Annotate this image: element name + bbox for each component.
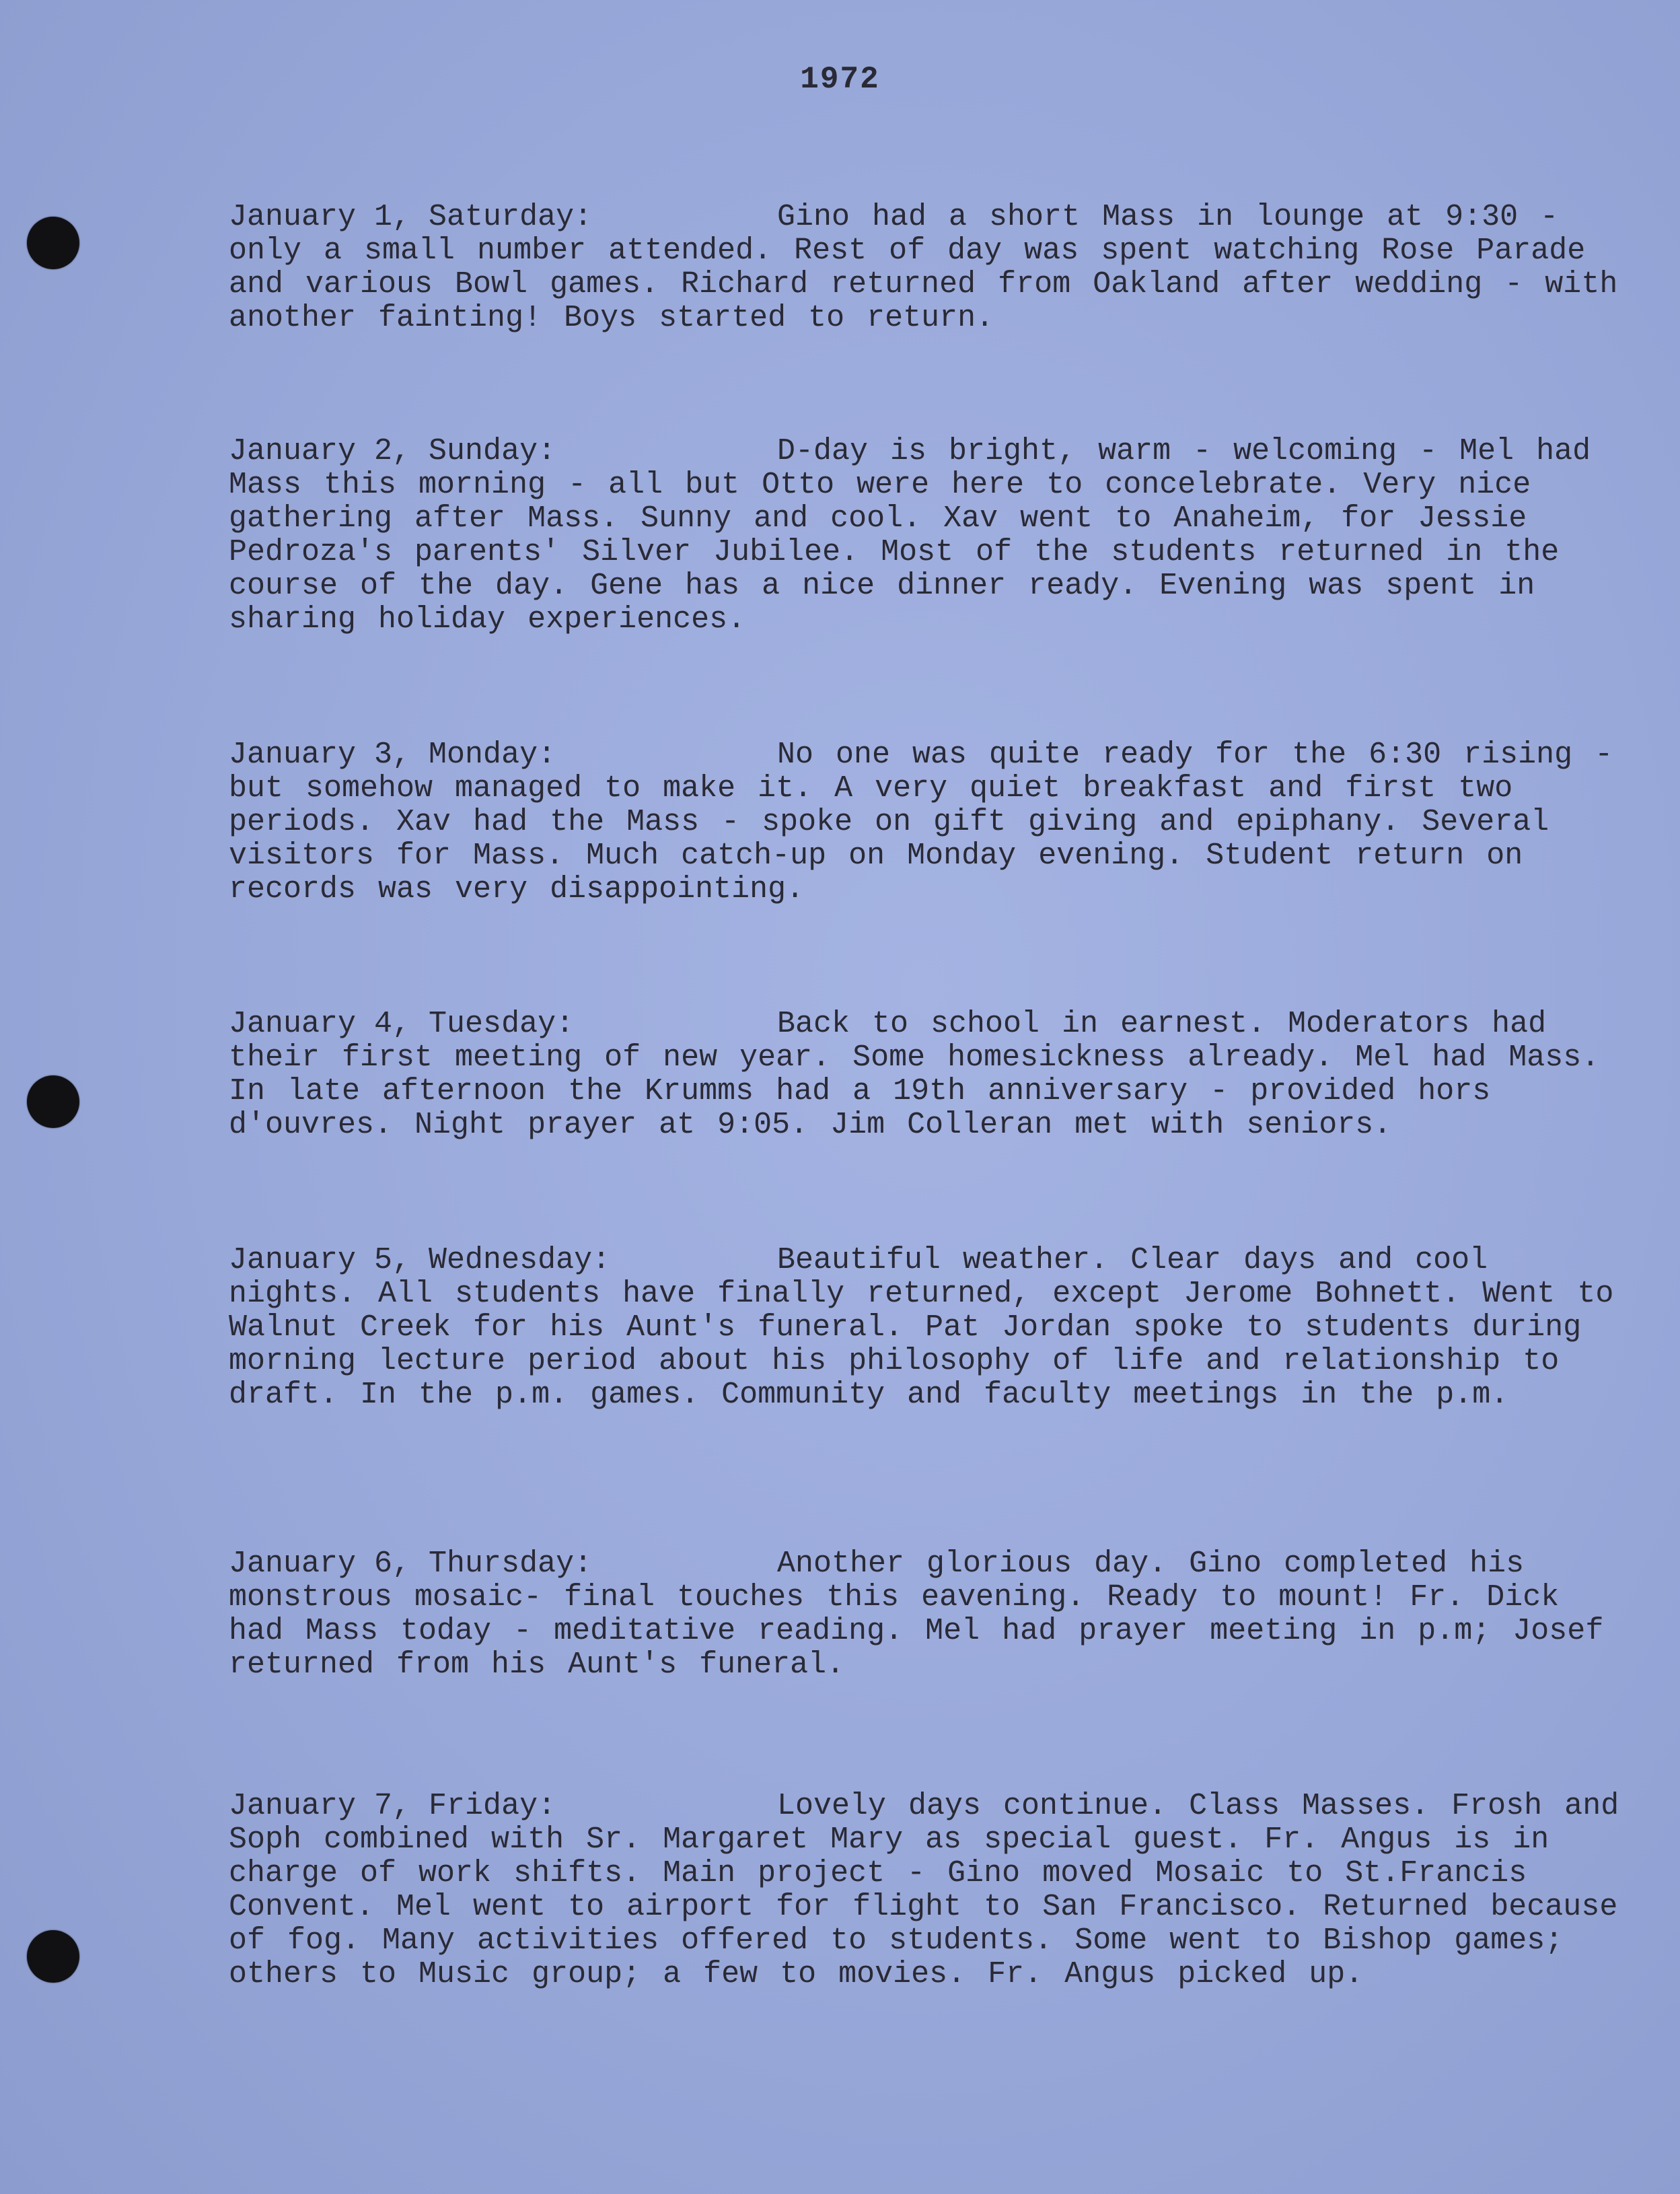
diary-entry xyxy=(229,1790,1628,1991)
diary-entry xyxy=(229,1547,1628,1682)
diary-entry xyxy=(229,435,1628,637)
entry-date: January 1, Saturday: xyxy=(229,200,593,234)
entry-date: January 5, Wednesday: xyxy=(229,1243,611,1277)
entry-text: Lovely days continue. Class Masses. Frosh and Soph combined with Sr. Margaret Mary as special guest. Fr. Angus is in charge of work shifts. Main project - Gino moved Mosaic to St.Francis Convent. Mel went to airport for flight to San Francisco. Returned because of fog. Many activities offered to students. Some went to Bishop games; others to Music group; a few to movies. Fr. Angus picked up. xyxy=(229,1789,1619,1991)
diary-entry xyxy=(229,738,1628,907)
binder-hole-middle xyxy=(27,1075,79,1128)
entry-date: January 3, Monday: xyxy=(229,738,556,772)
page-year-heading: 1972 xyxy=(800,62,880,97)
entry-date: January 7, Friday: xyxy=(229,1789,556,1823)
entry-text: Beautiful weather. Clear days and cool nights. All students have finally returned, except Jerome Bohnett. Went to Walnut Creek for his Aunt's funeral. Pat Jordan spoke to students during morning lecture period about his philosophy of life and relationship to draft. In the p.m. games. Community and faculty meetings in the p.m. xyxy=(229,1243,1614,1412)
diary-entry xyxy=(229,1244,1628,1412)
binder-hole-top xyxy=(27,217,79,269)
entry-text: D-day is bright, warm - welcoming - Mel had Mass this morning - all but Otto were here to concelebrate. Very nice gathering after Mass. Sunny and cool. Xav went to Anaheim, for Jessie Pedroza's parents' Silver Jubilee. Most of the students returned in the course of the day. Gene has a nice dinner ready. Evening was spent in sharing holiday experiences. xyxy=(229,434,1591,637)
diary-entry xyxy=(229,1007,1628,1142)
entry-date: January 4, Tuesday: xyxy=(229,1007,575,1041)
diary-entry xyxy=(229,201,1628,335)
entry-date: January 2, Sunday: xyxy=(229,434,556,468)
entry-text: No one was quite ready for the 6:30 rising - but somehow managed to make it. A very quiet breakfast and first two periods. Xav had the Mass - spoke on gift giving and epiphany. Several visitors for Mass. Much catch-up on Monday evening. Student return on records was very disappointing. xyxy=(229,738,1613,907)
entry-date: January 6, Thursday: xyxy=(229,1547,593,1581)
entry-text: Another glorious day. Gino completed his monstrous mosaic- final touches this eavening. Ready to mount! Fr. Dick had Mass today - meditative reading. Mel had prayer meeting in p.m; Josef returned from his Aunt's funeral. xyxy=(229,1547,1604,1682)
entry-text: Gino had a short Mass in lounge at 9:30 - only a small number attended. Rest of day was spent watching Rose Parade and various Bowl games. Richard returned from Oakland after wedding - with another fainting! Boys started to return. xyxy=(229,200,1618,335)
binder-hole-bottom xyxy=(27,1930,79,1983)
entry-text: Back to school in earnest. Moderators had their first meeting of new year. Some homesickness already. Mel had Mass. In late afternoon the Krumms had a 19th anniversary - provided hors d'ouvres. Night prayer at 9:05. Jim Colleran met with seniors. xyxy=(229,1007,1600,1142)
